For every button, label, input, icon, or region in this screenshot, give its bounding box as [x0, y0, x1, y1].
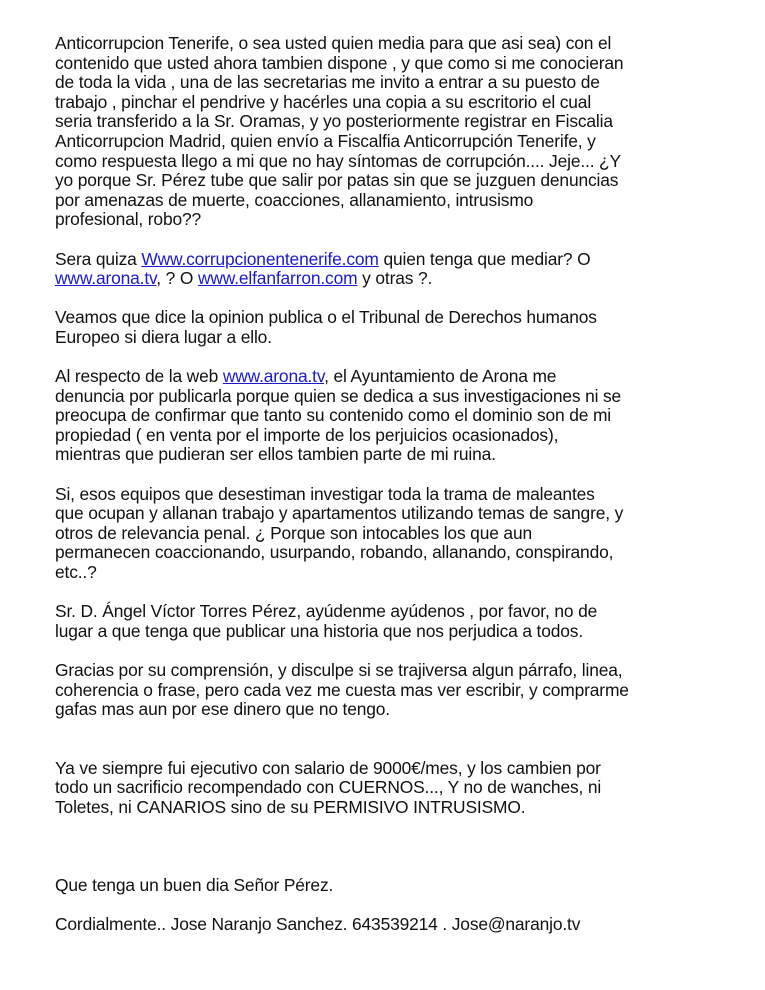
text-line [55, 269, 725, 289]
text-line: permanecen coaccionando, usurpando, robando, allanando, conspirando, [55, 542, 614, 563]
text-line: gafas mas aun por ese dinero que no tengo. [55, 699, 390, 720]
text-fragment: Sera quiza [55, 248, 142, 269]
text-line: Anticorrupcion Tenerife, o sea usted quien media para que asi sea) con el [55, 33, 612, 53]
paragraph-gracias [55, 661, 725, 720]
paragraph-spacer [55, 465, 725, 485]
text-line: Toletes, ni CANARIOS sino de su PERMISIVO INTRUSISMO. [55, 796, 526, 817]
paragraph-spacer [55, 348, 725, 368]
text-line: por amenazas de muerte, coacciones, allanamiento, intrusismo [55, 189, 534, 210]
paragraph-closing [55, 876, 725, 896]
link-corrupcionentenerife[interactable]: Www.corrupcionentenerife.com [141, 248, 379, 269]
text-line: Veamos que dice la opinion publica o el Tribunal de Derechos humanos [55, 307, 597, 328]
paragraph-anticorrupcion [55, 34, 725, 230]
text-fragment: quien tenga que mediar? O [378, 248, 591, 269]
text-line: Ya ve siempre fui ejecutivo con salario de 9000€/mes, y los cambien por [55, 757, 601, 778]
paragraph-ejecutivo [55, 759, 725, 818]
link-arona-tv-2[interactable]: www.arona.tv [222, 366, 325, 387]
paragraph-spacer [55, 895, 725, 915]
paragraph-spacer [55, 230, 725, 250]
text-line: preocupa de confirmar que tanto su contenido como el dominio son de mi [55, 405, 611, 426]
text-line: otros de relevancia penal. ¿ Porque son intocables los que aun [55, 522, 532, 543]
text-line: trabajo , pinchar el pendrive y hacérles una copia a su escritorio el cual [55, 91, 592, 112]
paragraph-spacer [55, 641, 725, 661]
text-line: contenido que usted ahora tambien dispone , y que como si me conocieran [55, 52, 624, 73]
text-line [55, 250, 725, 270]
paragraph-torres-perez [55, 602, 725, 641]
text-line: coherencia o frase, pero cada vez me cuesta mas ver escribir, y comprarme [55, 679, 629, 700]
document-page [55, 34, 725, 934]
paragraph-mediar [55, 250, 725, 289]
text-line: lugar a que tenga que publicar una historia que nos perjudica a todos. [55, 620, 584, 641]
text-line: Anticorrupcion Madrid, quien envío a Fiscalfia Anticorrupción Tenerife, y [55, 130, 596, 151]
text-fragment: Al respecto de la web [55, 366, 223, 387]
paragraph-spacer [55, 818, 725, 876]
text-fragment: , el Ayuntamiento de Arona me [324, 366, 557, 387]
paragraph-spacer [55, 720, 725, 759]
text-line: Si, esos equipos que desestiman investigar toda la trama de maleantes [55, 483, 595, 504]
signature-line: Cordialmente.. Jose Naranjo Sanchez. 643539214 . Jose@naranjo.tv [55, 913, 581, 934]
text-line: como respuesta llego a mi que no hay síntomas de corrupción.... Jeje... ¿Y [55, 150, 621, 171]
text-line: mientras que pudieran ser ellos tambien parte de mi ruina. [55, 444, 496, 465]
text-line: Gracias por su comprensión, y disculpe si se trajiversa algun párrafo, linea, [55, 660, 623, 680]
paragraph-signature [55, 915, 725, 935]
text-line: todo un sacrificio recompendado con CUERNOS..., Y no de wanches, ni [55, 777, 602, 798]
paragraph-spacer [55, 583, 725, 603]
paragraph-spacer [55, 289, 725, 309]
text-fragment: y otras ?. [357, 268, 433, 289]
text-line: seria transferido a la Sr. Oramas, y yo posteriormente registrar en Fiscalia [55, 111, 613, 132]
text-line: Que tenga un buen dia Señor Pérez. [55, 874, 334, 895]
text-line: de toda la vida , una de las secretarias me invito a entrar a su puesto de [55, 72, 600, 93]
text-line: etc..? [55, 562, 97, 583]
text-line: yo porque Sr. Pérez tube que salir por patas sin que se juzguen denuncias [55, 170, 619, 191]
link-elfanfarron[interactable]: www.elfanfarron.com [197, 268, 358, 289]
text-line: propiedad ( en venta por el importe de los perjuicios ocasionados), [55, 424, 559, 445]
text-line: profesional, robo?? [55, 209, 202, 230]
text-line [55, 367, 725, 387]
paragraph-arona [55, 367, 725, 465]
text-line: denuncia por publicarla porque quien se dedica a sus investigaciones ni se [55, 385, 622, 406]
paragraph-equipos [55, 485, 725, 583]
text-fragment: , ? O [156, 268, 198, 289]
text-line: Europeo si diera lugar a ello. [55, 326, 272, 347]
text-line: Sr. D. Ángel Víctor Torres Pérez, ayúdenme ayúdenos , por favor, no de [55, 601, 598, 622]
paragraph-opinion-publica [55, 308, 725, 347]
link-arona-tv[interactable]: www.arona.tv [55, 268, 157, 289]
text-line: que ocupan y allanan trabajo y apartamentos utilizando temas de sangre, y [55, 503, 624, 524]
